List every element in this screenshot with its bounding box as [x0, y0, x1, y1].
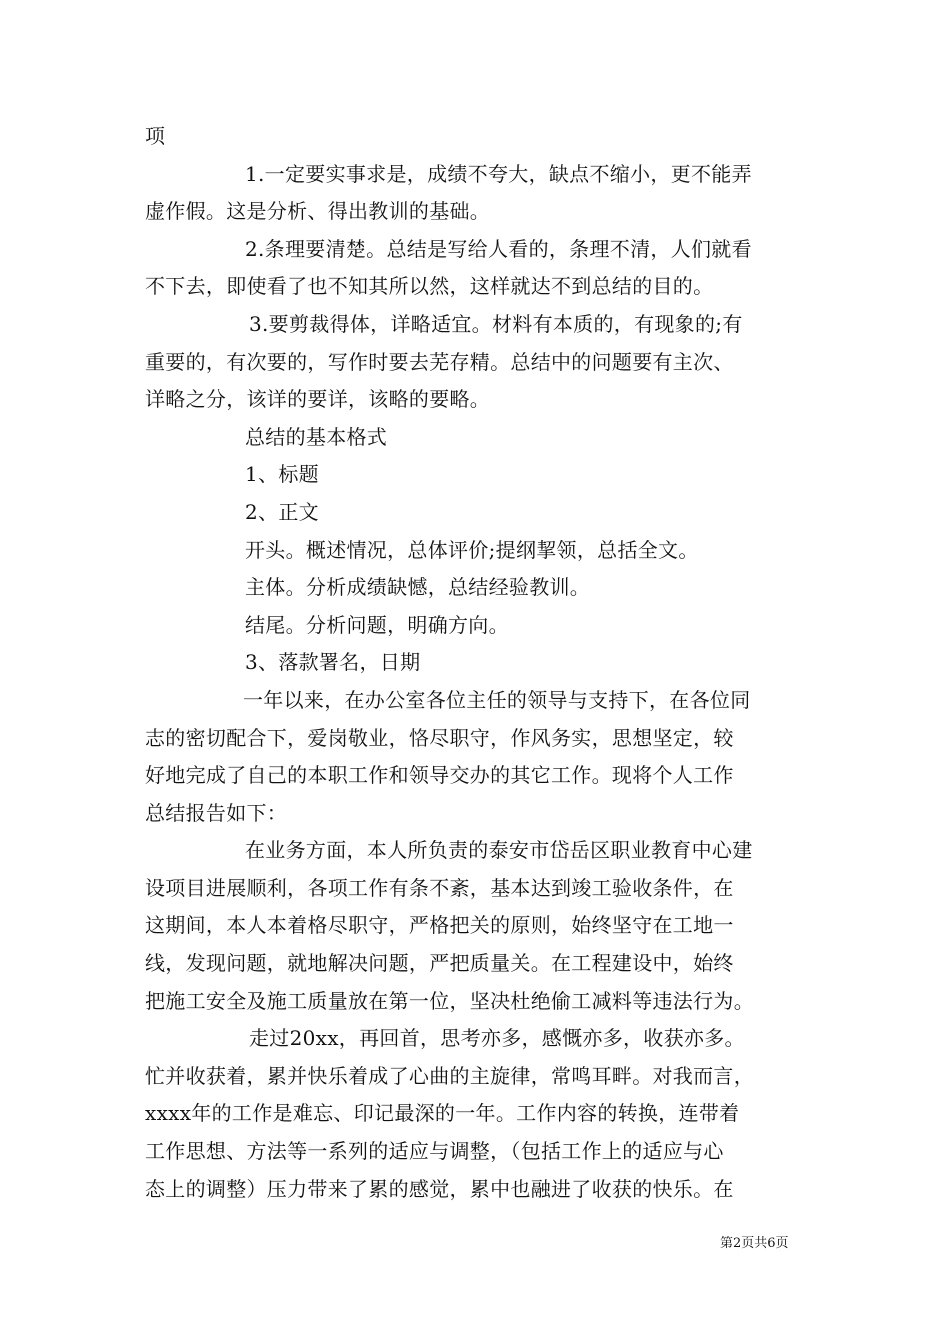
text-line: 2.条理要清楚。总结是写给人看的，条理不清，人们就看 — [245, 236, 752, 261]
text-line: 走过20xx，再回首，思考亦多，感慨亦多，收获亦多。 — [249, 1026, 745, 1051]
text-line: 不下去，即使看了也不知其所以然，这样就达不到总结的目的。 — [145, 274, 714, 299]
text-line: 态上的调整）压力带来了累的感觉，累中也融进了收获的快乐。在 — [145, 1176, 734, 1201]
text-line: 设项目进展顺利，各项工作有条不紊，基本达到竣工验收条件，在 — [145, 875, 734, 900]
section-heading: 总结的基本格式 — [245, 424, 388, 449]
text-line: 3.要剪裁得体，详略适宜。材料有本质的，有现象的;有 — [249, 311, 743, 336]
text-line: 1.一定要实事求是，成绩不夸大，缺点不缩小，更不能弄 — [245, 161, 752, 186]
text-line: 总结报告如下： — [145, 800, 288, 825]
text-line: 项 — [145, 124, 166, 148]
text-line: 线，发现问题，就地解决问题，严把质量关。在工程建设中，始终 — [145, 951, 734, 976]
text-line: 这期间，本人本着格尽职守，严格把关的原则，始终坚守在工地一 — [145, 913, 734, 938]
text-line: 主体。分析成绩缺憾，总结经验教训。 — [245, 575, 591, 600]
text-line: 重要的，有次要的，写作时要去芜存精。总结中的问题要有主次、 — [145, 349, 734, 374]
text-line: xxxx年的工作是难忘、印记最深的一年。工作内容的转换，连带着 — [145, 1101, 740, 1126]
text-line: 开头。概述情况，总体评价;提纲挈领，总括全文。 — [245, 537, 699, 562]
text-line: 好地完成了自己的本职工作和领导交办的其它工作。现将个人工作 — [145, 763, 734, 788]
text-line: 结尾。分析问题，明确方向。 — [245, 612, 509, 637]
text-line: 把施工安全及施工质量放在第一位，坚决杜绝偷工减料等违法行为。 — [145, 988, 754, 1013]
text-line: 详略之分，该详的要详，该略的要略。 — [145, 387, 491, 412]
text-line: 忙并收获着，累并快乐着成了心曲的主旋律，常鸣耳畔。对我而言， — [145, 1063, 754, 1088]
text-line: 3、落款署名，日期 — [245, 650, 421, 675]
document-body — [145, 118, 810, 1208]
text-line: 工作思想、方法等一系列的适应与调整，（包括工作上的适应与心 — [145, 1139, 724, 1164]
text-line: 1、标题 — [245, 462, 319, 487]
text-line: 虚作假。这是分析、得出教训的基础。 — [145, 199, 491, 224]
text-line: 在业务方面，本人所负责的泰安市岱岳区职业教育中心建 — [245, 838, 753, 863]
text-line: 2、正文 — [245, 499, 319, 524]
page-number-footer: 第2页共6页 — [720, 1236, 789, 1251]
text-line: 志的密切配合下，爱岗敬业，恪尽职守，作风务实，思想坚定，较 — [145, 725, 734, 750]
text-line: 一年以来，在办公室各位主任的领导与支持下，在各位同 — [243, 687, 751, 712]
